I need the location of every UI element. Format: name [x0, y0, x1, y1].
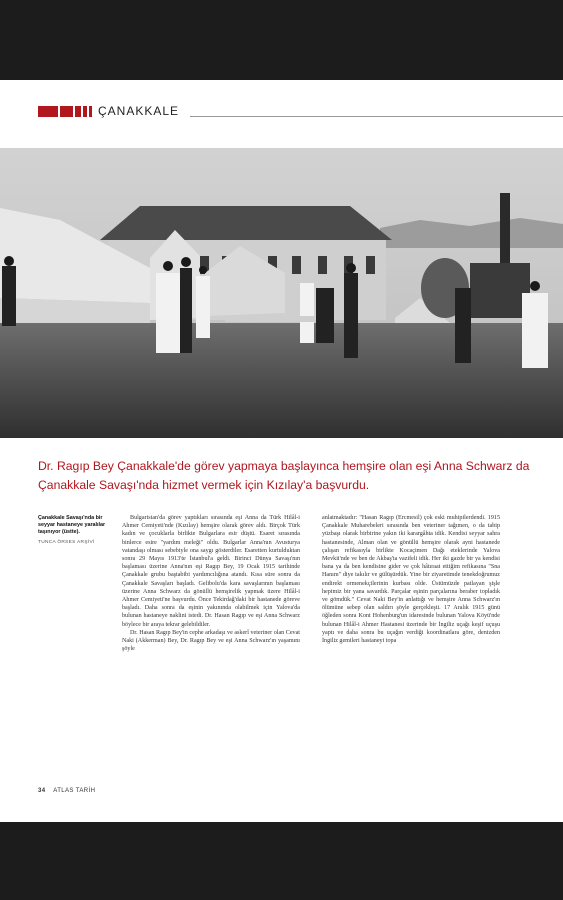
photo-caption-block	[38, 515, 112, 545]
page-number: 34	[38, 788, 46, 794]
red-block	[83, 106, 87, 117]
article-paragraph: Bulgaristan'da görev yaptıkları sırasında eşi Anna da Türk Hilâl-i Ahmer Cemiyeti'nde (Kızılay) hemşire olarak görev aldı. Birçok Türk kadın ve çocuklarla birlikte Bulgarlara esir düştü. Esaret sırasında binlerce esire "yardım meleği" oldu. Bulgarlar Anna'nın Avusturya vatandaşı olması sebebiyle ona saygı gösterdiler. Esaretten kurtulduktan sonra 29 Mayıs 1913'te İstanbul'a geldi. Birinci Dünya Savaşı'nın başlaması üzerine Anna'nın eşi Ragıp Bey, 19 Ocak 1915 tarihinde Çanakkale grubu baştabibi yardımcılığına atandı. Kısa süre sonra da Çanakkale Savaşları başladı. Gelibolu'da kara savaşlarının başlaması üzerine Anna Schwarz da gönüllü hemşirelik yapmak üzere Hilâl-i Ahmer Cemiyeti'ne başvurdu. Önce Tekirdağ'daki bir hastanede göreve başladı. Daha sonra da eşinin yakınında olabilmek için Yalova'da bulunan hastaneye naklini istedi. Dr. Hasan Ragıp ve eşi Anna Schwarz böylece bir araya tekrar gelebildiler.	[122, 515, 300, 628]
magazine-name: ATLAS TARİH	[53, 788, 96, 794]
article-paragraph: anlatmaktadır: "Hasan Ragıp (Ercmesil) çok eski muhipilerdendi. 1915 Çanakkale Muharebeleri sırasında ben veteriner tağımen, o da tabip yüzbaşı olarak birbirine yakın iki karargâhta idik. Kendisi seyyar sahra hastanesinde, Alman olan ve gönüllü hemşire olarak ayni hastanede çalışan refikasıyla birlikte Kocaçimen Dağı eteklerinde Yalova Mevkii'nde ve ben de Akbaş'ta vazifeli idik. Her iki gazde bir ya kendisi bana ya da ben kendisine gider ve çok hâtıraat ettiğim refikasına "Sna Hanım" diye takılır ve gülüşürdük. Yine bir ziyaretimde tenekdoğrumuz endirekt ormenekçilerinin kurbası olde. Üstümüzde patlayan şişle hepimiz bir yana savardık. Parçalar eşinin parçalarına beraber topladık ve gömdük." Cevat Naki Bey'in anlattığı ve hemşire Anna Schwarz'ın ölümüne sebep olan saldırı şöyle gerçekleşti. 17 Aralık 1915 günü öğleden sonra Kont Hohenburg'un idaresinde bulunan Yalova Köyü'nde bulunan Hilâl-i Ahmer Hastanesi üzerinde bir İngiliz uçağı keşif uçuşu yaptı ve daha sonra bu uçağın verdiği koordinatlara göre, denizden İngiliz gemileri hastaneyi topa	[322, 515, 500, 645]
photo-credit: TUNCA ÖRSES ARŞİVİ	[38, 540, 95, 545]
page-footer	[38, 788, 95, 794]
section-title: ÇANAKKALE	[98, 104, 180, 118]
header-rule	[190, 116, 563, 117]
article-column-1	[122, 514, 300, 653]
article-paragraph: Dr. Hasan Ragıp Bey'in cephe arkadaşı ve askerî veteriner olan Cevat Naki (Akkerman) Bey, Dr. Ragıp Bey ve eşi Anna Schwarz'ın yaşamını şöyle	[122, 629, 300, 653]
red-block	[38, 106, 58, 117]
historic-photo	[0, 148, 563, 438]
photo-lead-caption: Dr. Ragıp Bey Çanakkale'de görev yapmaya başlayınca hemşire olan eşi Anna Schwarz da Çanakkale Savaşı'nda hizmet vermek için Kızılay'a başvurdu.	[38, 459, 530, 492]
red-block	[60, 106, 73, 117]
section-color-blocks	[38, 106, 92, 117]
section-header	[38, 104, 179, 118]
red-block	[89, 106, 92, 117]
article-column-2	[322, 514, 500, 645]
red-block	[75, 106, 81, 117]
photo-caption: Çanakkale Savaşı'nda bir seyyar hastaneye yaralılar taşınıyor (üstte).	[38, 515, 106, 535]
